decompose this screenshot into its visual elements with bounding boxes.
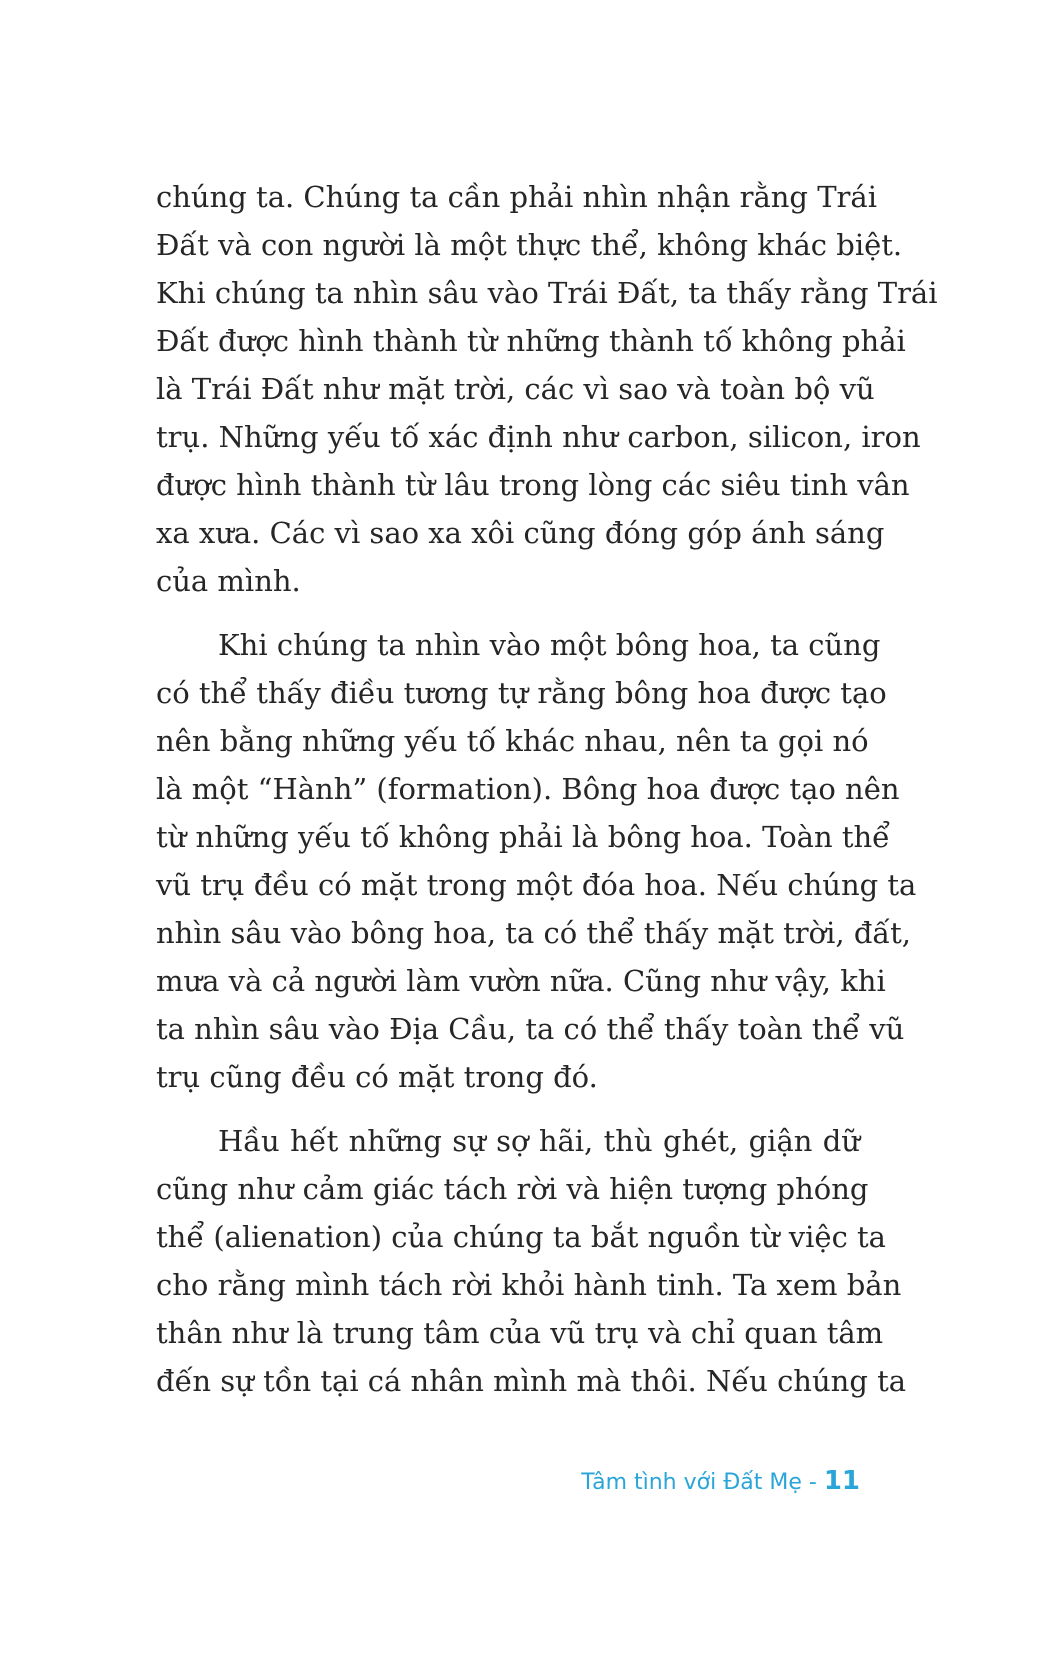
paragraph-3 [156,1117,907,1405]
book-title: Tâm tình với Đất Mẹ [581,1470,802,1495]
text-line: nhìn sâu vào bông hoa, ta có thể thấy mặt trời, đất, [156,916,912,950]
text-line: nên bằng những yếu tố khác nhau, nên ta gọi nó [156,724,869,758]
running-footer [581,1466,860,1498]
paragraph-2 [156,621,917,1101]
text-line: cũng như cảm giác tách rời và hiện tượng phóng [156,1172,869,1206]
text-line: cho rằng mình tách rời khỏi hành tinh. Ta xem bản [156,1268,902,1302]
text-line: trụ cũng đều có mặt trong đó. [156,1060,598,1094]
text-line: xa xưa. Các vì sao xa xôi cũng đóng góp ánh sáng [156,516,885,550]
paragraph-1 [156,173,938,605]
text-line: thể (alienation) của chúng ta bắt nguồn từ việc ta [156,1220,886,1254]
text-line: là Trái Đất như mặt trời, các vì sao và toàn bộ vũ [156,372,875,406]
text-line: có thể thấy điều tương tự rằng bông hoa được tạo [156,676,887,710]
text-line: mưa và cả người làm vườn nữa. Cũng như vậy, khi [156,964,886,998]
text-line: của mình. [156,564,301,598]
text-line: Đất và con người là một thực thể, không khác biệt. [156,228,903,262]
text-line: vũ trụ đều có mặt trong một đóa hoa. Nếu chúng ta [156,868,917,902]
text-line: Hầu hết những sự sợ hãi, thù ghét, giận dữ [218,1124,860,1158]
text-line: từ những yếu tố không phải là bông hoa. Toàn thể [156,820,891,854]
footer-separator: - [801,1470,824,1495]
text-line: đến sự tồn tại cá nhân mình mà thôi. Nếu chúng ta [156,1364,907,1398]
text-line: trụ. Những yếu tố xác định như carbon, silicon, iron [156,420,921,454]
text-line: Khi chúng ta nhìn vào một bông hoa, ta cũng [218,628,881,662]
text-line: Khi chúng ta nhìn sâu vào Trái Đất, ta thấy rằng Trái [156,276,938,310]
text-line: ta nhìn sâu vào Địa Cầu, ta có thể thấy toàn thể vũ [156,1012,905,1046]
page-number: 11 [823,1466,860,1496]
body-text [156,173,938,1405]
text-line: thân như là trung tâm của vũ trụ và chỉ quan tâm [156,1316,884,1350]
text-line: Đất được hình thành từ những thành tố không phải [156,324,906,358]
text-line: được hình thành từ lâu trong lòng các siêu tinh vân [156,468,910,502]
text-line: chúng ta. Chúng ta cần phải nhìn nhận rằng Trái [156,180,877,214]
text-line: là một “Hành” (formation). Bông hoa được tạo nên [156,772,900,806]
